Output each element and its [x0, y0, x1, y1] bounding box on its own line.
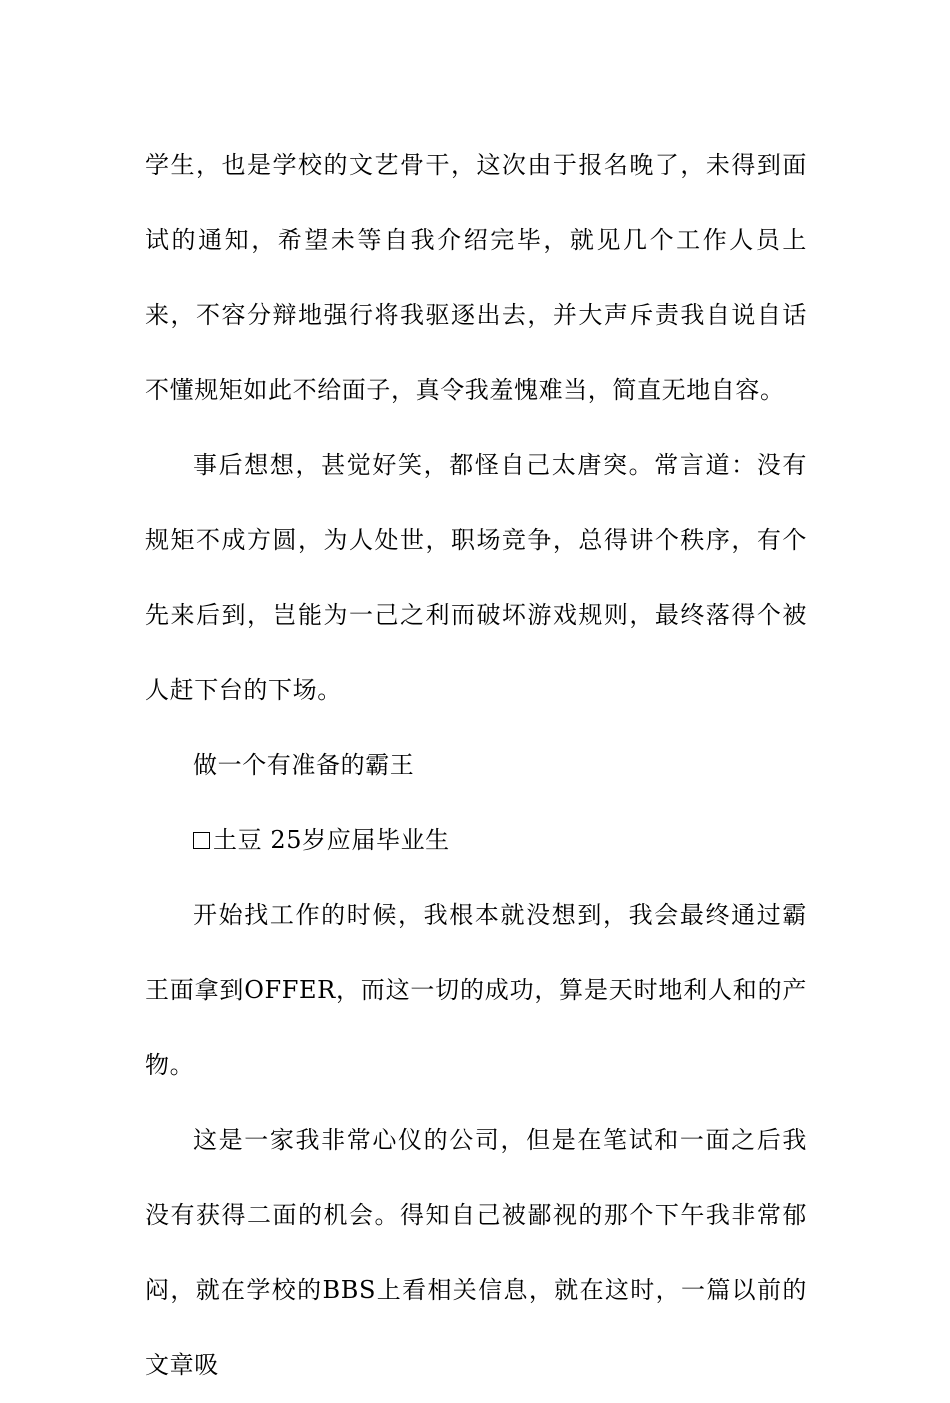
paragraph: 事后想想，甚觉好笑，都怪自己太唐突。常言道：没有规矩不成方圆，为人处世，职场竞争，总得讲个秩序，有个先来后到，岂能为一己之利而破坏游戏规则，最终落得个被人赶下台的下场。	[145, 451, 807, 704]
author-line	[145, 803, 807, 878]
document-body	[145, 128, 807, 1403]
paragraph: 这是一家我非常心仪的公司，但是在笔试和一面之后我没有获得二面的机会。得知自己被鄙视的那个下午我非常郁闷，就在学校的BBS上看相关信息，就在这时，一篇以前的文章吸	[145, 1126, 807, 1379]
section-heading: 做一个有准备的霸王	[193, 751, 415, 779]
author-text: 土豆 25岁应届毕业生	[213, 826, 450, 854]
paragraph: 学生，也是学校的文艺骨干，这次由于报名晚了，未得到面试的通知，希望未等自我介绍完毕，就见几个工作人员上来，不容分辩地强行将我驱逐出去，并大声斥责我自说自话不懂规矩如此不给面子，真令我羞愧难当，简直无地自容。	[145, 151, 807, 404]
box-icon	[193, 832, 210, 849]
paragraph: 开始找工作的时候，我根本就没想到，我会最终通过霸王面拿到OFFER，而这一切的成功，算是天时地利人和的产物。	[145, 901, 807, 1079]
